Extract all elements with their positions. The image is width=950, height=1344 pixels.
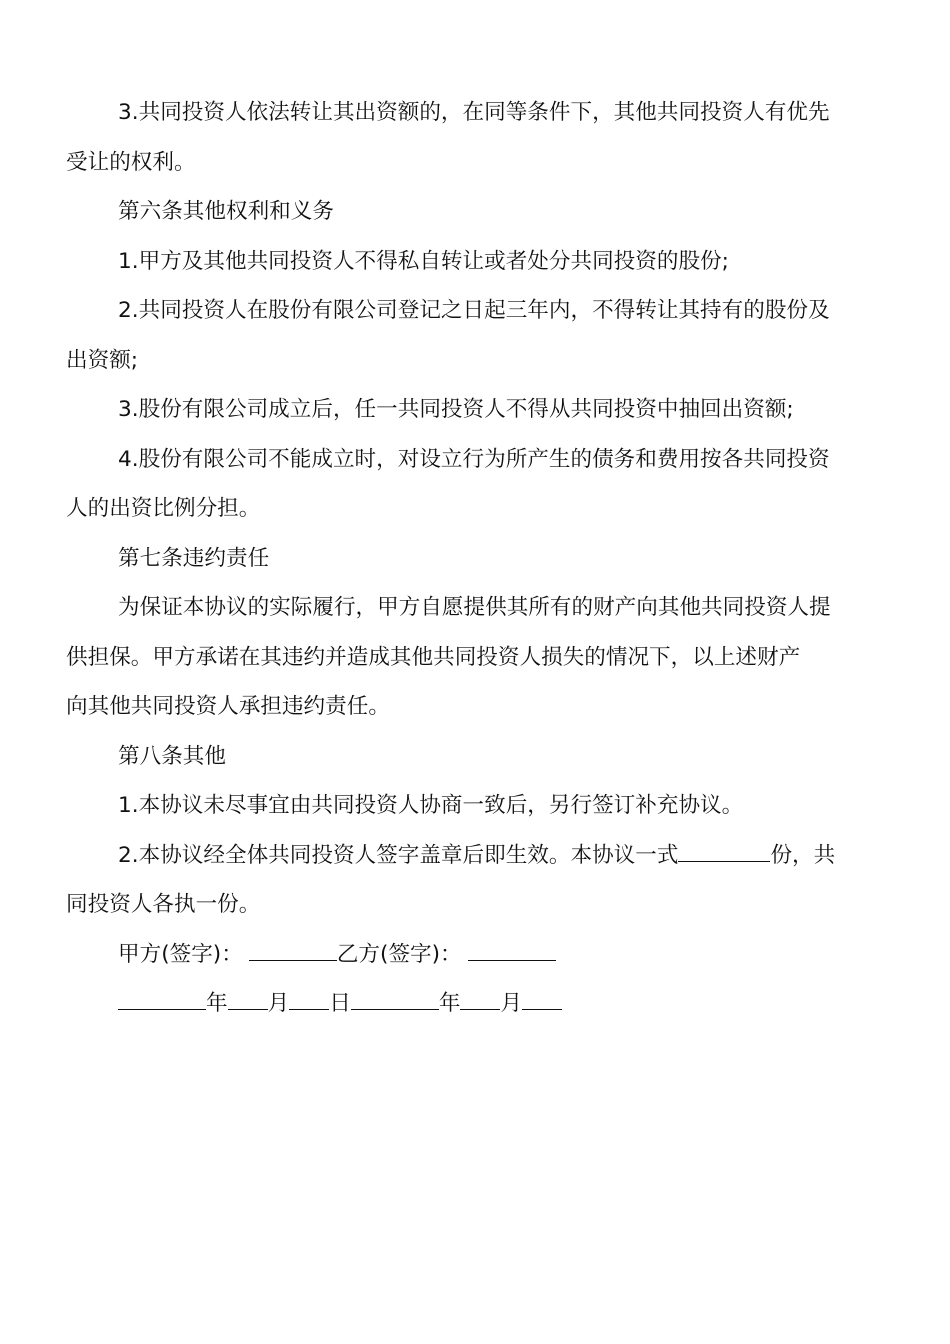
year-label: 年 — [206, 991, 228, 1016]
paragraph-supplementary — [92, 781, 854, 831]
article-7-heading — [92, 534, 854, 584]
text-line: 3.共同投资人依法转让其出资额的，在同等条件下，其他共同投资人有优先 — [118, 100, 830, 125]
text-line: 第八条其他 — [118, 743, 226, 769]
document-page — [66, 88, 854, 1029]
paragraph-no-private-transfer — [92, 237, 854, 287]
party-a-signature-blank[interactable] — [249, 959, 337, 961]
date-a-month-blank[interactable] — [228, 1008, 268, 1010]
text-line: 1.本协议未尽事宜由共同投资人协商一致后，另行签订补充协议。 — [118, 793, 744, 818]
paragraph-three-year-lock — [66, 286, 854, 385]
effective-text-part2: 份，共 — [770, 842, 836, 868]
date-a-year-blank[interactable] — [118, 1008, 206, 1010]
text-line: 受让的权利。 — [66, 149, 196, 175]
article-6-heading — [92, 187, 854, 237]
text-line: 供担保。甲方承诺在其违约并造成其他共同投资人损失的情况下，以上述财产 — [66, 644, 801, 670]
year-label: 年 — [438, 991, 461, 1016]
month-label: 月 — [500, 991, 523, 1016]
text-line: 人的出资比例分担。 — [66, 496, 261, 521]
date-line — [92, 979, 854, 1029]
date-a-day-blank[interactable] — [289, 1008, 329, 1010]
paragraph-guarantee — [66, 583, 854, 732]
text-line: 出资额; — [66, 347, 139, 373]
text-line: 1.甲方及其他共同投资人不得私自转让或者处分共同投资的股份; — [118, 248, 729, 274]
text-line: 为保证本协议的实际履行，甲方自愿提供其所有的财产向其他共同投资人提 — [118, 595, 831, 620]
party-b-signature-blank[interactable] — [468, 959, 556, 961]
copies-blank[interactable] — [678, 860, 770, 862]
paragraph-debt-sharing — [66, 435, 854, 534]
text-line: 3.股份有限公司成立后，任一共同投资人不得从共同投资中抽回出资额; — [118, 397, 794, 422]
party-b-label: 乙方(签字)： — [336, 941, 462, 967]
text-line: 向其他共同投资人承担违约责任。 — [66, 694, 390, 719]
text-line: 2.共同投资人在股份有限公司登记之日起三年内，不得转让其持有的股份及 — [118, 298, 830, 323]
party-a-label: 甲方(签字)： — [118, 941, 243, 967]
paragraph-transfer-priority — [66, 88, 854, 187]
article-8-heading — [92, 732, 854, 782]
month-label: 月 — [267, 991, 290, 1016]
day-label: 日 — [329, 991, 351, 1016]
text-line — [92, 979, 854, 1029]
text-line: 4.股份有限公司不能成立时，对设立行为所产生的债务和费用按各共同投资 — [118, 446, 830, 472]
text-line: 第六条其他权利和义务 — [118, 199, 334, 224]
effective-text-part1: 2.本协议经全体共同投资人签字盖章后即生效。本协议一式 — [118, 842, 679, 868]
signature-line — [92, 930, 854, 980]
text-line: 同投资人各执一份。 — [66, 892, 261, 917]
date-b-year-blank[interactable] — [351, 1008, 439, 1010]
date-b-day-blank[interactable] — [522, 1008, 562, 1010]
paragraph-no-withdraw — [92, 385, 854, 435]
text-line — [92, 831, 854, 881]
text-line — [92, 930, 854, 980]
text-line: 第七条违约责任 — [118, 545, 270, 571]
date-b-month-blank[interactable] — [460, 1008, 500, 1010]
paragraph-effective — [66, 831, 854, 930]
